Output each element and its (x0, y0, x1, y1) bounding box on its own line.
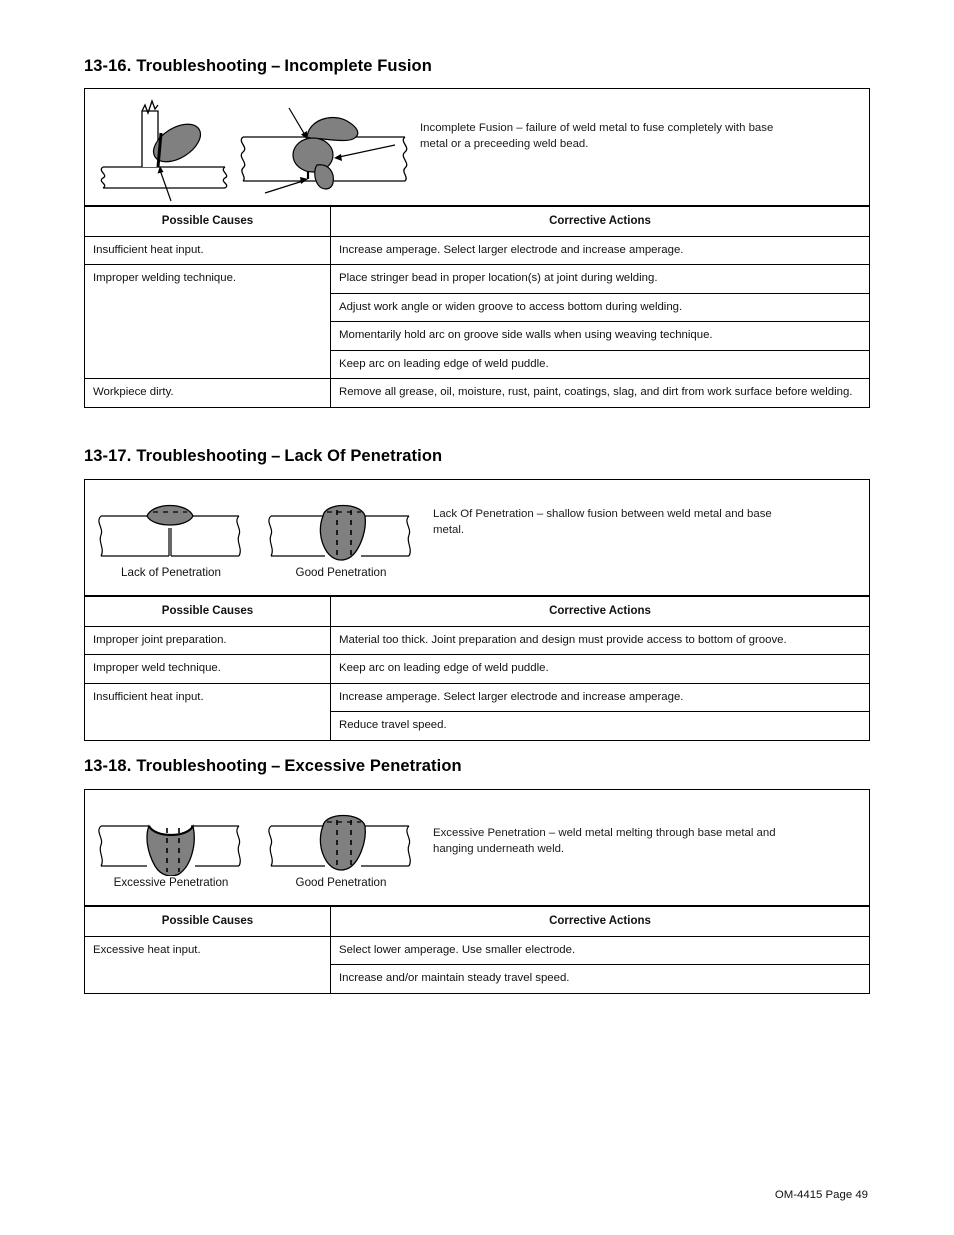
section-title-dash: – (271, 757, 281, 775)
troubleshooting-table-lack-of-penetration (84, 596, 870, 741)
section-title-sub: Lack Of Penetration (284, 447, 443, 465)
incomplete-fusion-tjoint-diagram (95, 93, 245, 203)
figure-box-lack-of-penetration (84, 479, 870, 596)
good-penetration-diagram-1 (261, 494, 421, 566)
action-cell: Increase amperage. Select larger electrode and increase amperage. (331, 683, 870, 712)
page-footer: OM-4415 Page 49 (774, 1189, 868, 1201)
column-header-corrective-actions: Corrective Actions (331, 597, 870, 627)
table-row (85, 626, 870, 655)
cause-cell: Workpiece dirty. (85, 379, 331, 408)
action-cell: Remove all grease, oil, moisture, rust, paint, coatings, slag, and dirt from work surface before welding. (331, 379, 870, 408)
good-penetration-diagram-2 (261, 804, 421, 876)
action-cell: Keep arc on leading edge of weld puddle. (331, 350, 870, 379)
action-cell: Material too thick. Joint preparation and design must provide access to bottom of groove. (331, 626, 870, 655)
action-cell: Momentarily hold arc on groove side walls when using weaving technique. (331, 322, 870, 351)
section-title-sub: Excessive Penetration (284, 757, 462, 775)
section-number: 13-17. (84, 447, 132, 465)
column-header-possible-causes: Possible Causes (85, 597, 331, 627)
section-number: 13-18. (84, 757, 132, 775)
cause-cell: Improper joint preparation. (85, 626, 331, 655)
section-heading-13-18 (84, 757, 462, 776)
excessive-penetration-diagram (91, 804, 251, 876)
cause-cell: Improper weld technique. (85, 655, 331, 684)
figure-description-incomplete-fusion: Incomplete Fusion – failure of weld metal to fuse completely with base metal or a preceeding weld bead. (420, 122, 774, 150)
column-header-corrective-actions: Corrective Actions (331, 207, 870, 237)
figure-box-excessive-penetration (84, 789, 870, 906)
action-cell: Adjust work angle or widen groove to access bottom during welding. (331, 293, 870, 322)
figure-description-lack-of-penetration: Lack Of Penetration – shallow fusion between weld metal and base metal. (433, 508, 772, 536)
figure-caption-excessive-penetration: Excessive Penetration (113, 876, 229, 889)
table-header-row (85, 597, 870, 627)
action-cell: Increase and/or maintain steady travel speed. (331, 965, 870, 994)
cause-cell: Improper welding technique. (85, 265, 331, 379)
figure-description-excessive-penetration: Excessive Penetration – weld metal melting through base metal and hanging underneath weld. (433, 827, 776, 855)
figure-box-incomplete-fusion (84, 88, 870, 206)
section-heading-13-17 (84, 447, 442, 466)
table-row (85, 655, 870, 684)
table-row (85, 379, 870, 408)
section-title-main: Troubleshooting (136, 447, 268, 465)
action-cell: Reduce travel speed. (331, 712, 870, 741)
cause-cell: Insufficient heat input. (85, 683, 331, 740)
figure-caption-good-penetration-1: Good Penetration (295, 566, 387, 579)
table-row (85, 936, 870, 965)
section-title-main: Troubleshooting (136, 57, 268, 75)
action-cell: Place stringer bead in proper location(s) at joint during welding. (331, 265, 870, 294)
column-header-possible-causes: Possible Causes (85, 207, 331, 237)
troubleshooting-table-excessive-penetration (84, 906, 870, 994)
incomplete-fusion-buttjoint-diagram (235, 93, 425, 203)
section-heading-13-16 (84, 57, 432, 76)
table-header-row (85, 207, 870, 237)
table-row (85, 236, 870, 265)
action-cell: Increase amperage. Select larger electrode and increase amperage. (331, 236, 870, 265)
figure-caption-lack-of-penetration: Lack of Penetration (121, 566, 221, 579)
figure-caption-good-penetration-2: Good Penetration (295, 876, 387, 889)
lack-of-penetration-diagram (91, 494, 251, 566)
table-header-row (85, 907, 870, 937)
column-header-possible-causes: Possible Causes (85, 907, 331, 937)
cause-cell: Insufficient heat input. (85, 236, 331, 265)
cause-cell: Excessive heat input. (85, 936, 331, 993)
action-cell: Keep arc on leading edge of weld puddle. (331, 655, 870, 684)
section-title-dash: – (271, 57, 281, 75)
action-cell: Select lower amperage. Use smaller electrode. (331, 936, 870, 965)
table-row (85, 265, 870, 294)
section-title-main: Troubleshooting (136, 757, 268, 775)
section-number: 13-16. (84, 57, 132, 75)
table-row (85, 683, 870, 712)
section-title-dash: – (271, 447, 281, 465)
section-title-sub: Incomplete Fusion (284, 57, 432, 75)
troubleshooting-table-incomplete-fusion (84, 206, 870, 408)
column-header-corrective-actions: Corrective Actions (331, 907, 870, 937)
